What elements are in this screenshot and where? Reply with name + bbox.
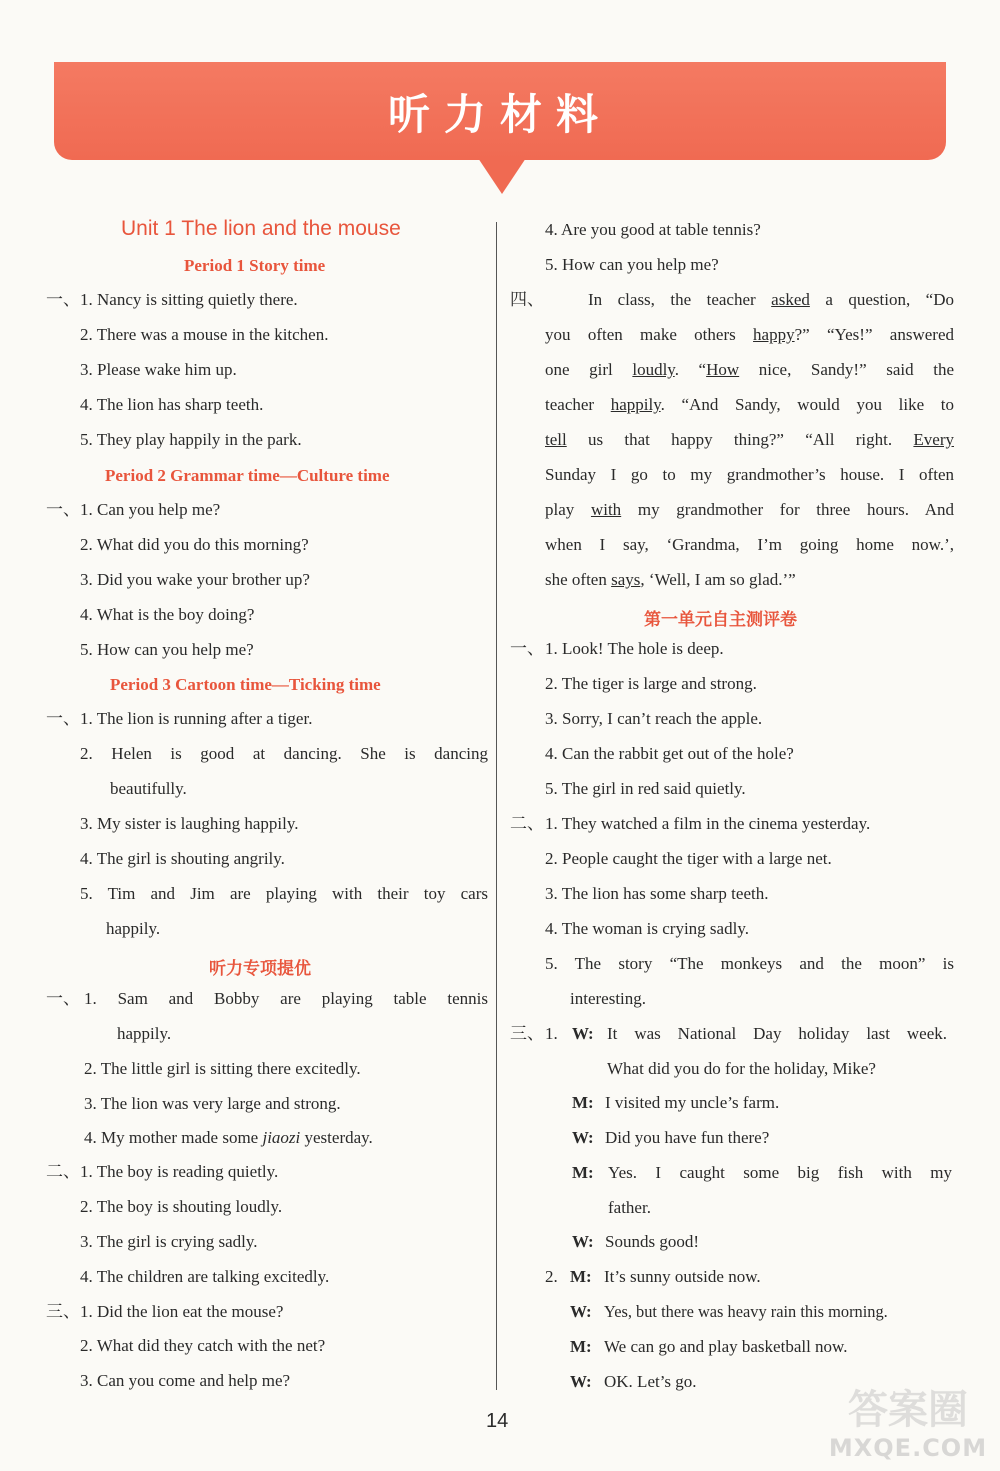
passage-line xyxy=(545,324,954,346)
passage-line xyxy=(545,569,796,591)
list-item: 2. Helen is good at dancing. She is dancing xyxy=(80,744,488,763)
list-item: 2. What did they catch with the net? xyxy=(80,1336,326,1355)
list-item: 4. The woman is crying sadly. xyxy=(545,919,749,938)
list-item: 5. How can you help me? xyxy=(545,255,719,274)
passage-line: Sunday I go to my grandmother’s house. I often xyxy=(545,465,954,484)
section-mark: 三、 xyxy=(46,1302,80,1321)
answer-word: How xyxy=(706,360,740,379)
passage-line xyxy=(545,359,954,381)
list-item-continued: interesting. xyxy=(570,989,647,1008)
section-mark: 二、 xyxy=(510,814,544,833)
list-item: 4. Can the rabbit get out of the hole? xyxy=(545,744,794,763)
list-item: 1. The boy is reading quietly. xyxy=(80,1162,279,1181)
item-number: 2. xyxy=(545,1267,558,1286)
speaker: M: xyxy=(572,1093,594,1112)
banner-pointer xyxy=(478,158,526,194)
page-title: 听力材料 xyxy=(387,90,612,139)
list-item xyxy=(84,1127,373,1149)
passage-line xyxy=(545,394,954,416)
italic-word: jiaozi xyxy=(262,1128,301,1147)
watermark xyxy=(822,1378,994,1466)
list-item: 3. Please wake him up. xyxy=(80,360,237,379)
list-item: 1. Look! The hole is deep. xyxy=(545,639,724,658)
speaker: W: xyxy=(570,1302,592,1321)
speaker: M: xyxy=(570,1337,592,1356)
list-item-continued: happily. xyxy=(117,1024,172,1043)
speaker: W: xyxy=(572,1024,594,1043)
text: , ‘Well, I am so glad.’” xyxy=(640,570,796,589)
period-1-title: Period 1 Story time xyxy=(184,256,326,275)
list-item: 2. What did you do this morning? xyxy=(80,535,309,554)
text: play xyxy=(545,500,591,519)
section-mark: 三、 xyxy=(510,1024,544,1043)
dialog-line: Yes, but there was heavy rain this morning. xyxy=(604,1302,888,1321)
period-3-title: Period 3 Cartoon time—Ticking time xyxy=(110,675,381,694)
speaker: W: xyxy=(572,1232,594,1251)
list-item-continued: beautifully. xyxy=(110,779,187,798)
dialog-line: I visited my uncle’s farm. xyxy=(605,1093,780,1112)
answer-word: asked xyxy=(771,290,810,309)
dialog-line: Sounds good! xyxy=(605,1232,699,1251)
list-item: 1. Sam and Bobby are playing table tennis xyxy=(84,989,488,1008)
list-item: 3. The lion has some sharp teeth. xyxy=(545,884,769,903)
list-item: 2. People caught the tiger with a large net. xyxy=(545,849,832,868)
answer-word: happily xyxy=(610,395,661,414)
list-item: 2. The boy is shouting loudly. xyxy=(80,1197,283,1216)
text: teacher xyxy=(545,395,611,414)
list-item: 4. The children are talking excitedly. xyxy=(80,1267,330,1286)
dialog-line: It was National Day holiday last week. xyxy=(607,1024,947,1043)
text: one girl xyxy=(545,360,633,379)
list-item: 4. What is the boy doing? xyxy=(80,605,255,624)
dialog-line: We can go and play basketball now. xyxy=(604,1337,848,1356)
unit-title: Unit 1 The lion and the mouse xyxy=(121,217,401,240)
item-number: 1. xyxy=(545,1024,558,1043)
list-item: 5. The story “The monkeys and the moon” is xyxy=(545,954,954,973)
passage-line: when I say, ‘Grandma, I’m going home now.’, xyxy=(545,535,954,554)
text: a question, “Do xyxy=(809,290,954,309)
section-mark: 一、 xyxy=(46,500,80,519)
item-text: 4. My mother made some xyxy=(84,1128,263,1147)
passage-line xyxy=(545,499,954,521)
text: my grandmother for three hours. And xyxy=(621,500,954,519)
list-item: 3. Sorry, I can’t reach the apple. xyxy=(545,709,763,728)
page-number: 14 xyxy=(486,1410,509,1432)
watermark-text: MXQE.COM xyxy=(828,1434,988,1462)
list-item: 2. The little girl is sitting there excitedly. xyxy=(84,1059,361,1078)
list-item: 2. There was a mouse in the kitchen. xyxy=(80,325,329,344)
answer-word: happy xyxy=(753,325,795,344)
dialog-line: It’s sunny outside now. xyxy=(604,1267,761,1286)
dialog-line: Did you have fun there? xyxy=(605,1128,770,1147)
list-item: 4. Are you good at table tennis? xyxy=(545,220,761,239)
section-mark: 一、 xyxy=(46,290,80,309)
section-mark: 一、 xyxy=(46,989,80,1008)
list-item: 3. Did you wake your brother up? xyxy=(80,570,310,589)
dialog-line: father. xyxy=(608,1198,651,1217)
speaker: M: xyxy=(570,1267,592,1286)
list-item: 5. The girl in red said quietly. xyxy=(545,779,746,798)
special-practice-title: 听力专项提优 xyxy=(209,959,311,979)
text: In class, the teacher xyxy=(588,290,772,309)
answer-word: loudly xyxy=(632,360,675,379)
passage-line xyxy=(545,429,954,451)
list-item: 3. The lion was very large and strong. xyxy=(84,1094,341,1113)
text: us that happy thing?” “All right. xyxy=(566,430,914,449)
list-item: 5. Tim and Jim are playing with their toy cars xyxy=(80,884,488,903)
watermark-logo: 答案圈 xyxy=(848,1387,968,1433)
answer-word: says xyxy=(611,570,641,589)
list-item: 1. The lion is running after a tiger. xyxy=(80,709,313,728)
speaker: W: xyxy=(570,1372,592,1391)
column-divider xyxy=(496,222,497,1390)
list-item: 4. The girl is shouting angrily. xyxy=(80,849,285,868)
period-2-title: Period 2 Grammar time—Culture time xyxy=(105,466,390,485)
list-item: 2. The tiger is large and strong. xyxy=(545,674,757,693)
answer-word: tell xyxy=(545,430,567,449)
list-item: 3. Can you come and help me? xyxy=(80,1371,291,1390)
list-item: 1. Can you help me? xyxy=(80,500,221,519)
list-item: 3. The girl is crying sadly. xyxy=(80,1232,258,1251)
item-text: yesterday. xyxy=(300,1128,373,1147)
list-item: 5. They play happily in the park. xyxy=(80,430,302,449)
list-item: 1. They watched a film in the cinema yesterday. xyxy=(545,814,871,833)
text: ?” “Yes!” answered xyxy=(794,325,954,344)
section-mark: 一、 xyxy=(510,639,544,658)
dialog-line: What did you do for the holiday, Mike? xyxy=(607,1059,876,1078)
passage-line xyxy=(588,289,954,311)
section-mark: 二、 xyxy=(46,1162,80,1181)
text: . “And Sandy, would you like to xyxy=(660,395,954,414)
answer-word: with xyxy=(590,500,622,519)
text: nice, Sandy!” said the xyxy=(739,360,954,379)
text: she often xyxy=(545,570,612,589)
dialog-line: Yes. I caught some big fish with my xyxy=(608,1163,952,1182)
list-item: 4. The lion has sharp teeth. xyxy=(80,395,264,414)
list-item: 1. Nancy is sitting quietly there. xyxy=(80,290,298,309)
unit-test-title: 第一单元自主测评卷 xyxy=(644,610,797,630)
list-item: 3. My sister is laughing happily. xyxy=(80,814,299,833)
list-item: 1. Did the lion eat the mouse? xyxy=(80,1302,284,1321)
text: . “ xyxy=(674,360,707,379)
section-mark: 一、 xyxy=(46,709,80,728)
list-item: 5. How can you help me? xyxy=(80,640,254,659)
speaker: M: xyxy=(572,1163,594,1182)
text: you often make others xyxy=(545,325,754,344)
dialog-line: OK. Let’s go. xyxy=(604,1372,697,1391)
list-item-continued: happily. xyxy=(106,919,161,938)
answer-word: Every xyxy=(913,430,954,449)
speaker: W: xyxy=(572,1128,594,1147)
section-mark: 四、 xyxy=(510,290,544,309)
